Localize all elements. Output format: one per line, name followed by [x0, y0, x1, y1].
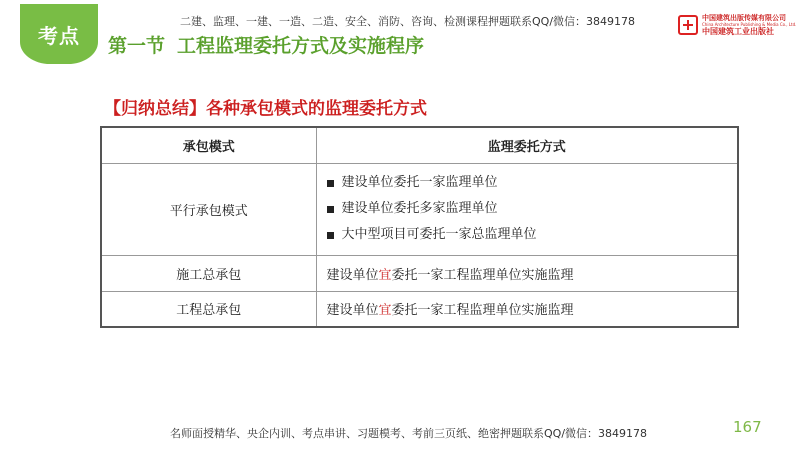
publisher-logo: [678, 12, 797, 38]
method-text-post: 委托一家工程监理单位实施监理: [391, 267, 574, 283]
topic-badge-label: 考点: [38, 23, 80, 48]
method-text-pre: 建设单位: [326, 303, 379, 319]
summary-heading: [104, 94, 427, 119]
table-header-row: [101, 127, 738, 163]
table-row: [101, 291, 738, 327]
publisher-logo-text: [702, 15, 796, 36]
footer-text: 名师面授精华、央企内训、考点串讲、习题模考、考前三页纸、绝密押题联系QQ/微信：3849178: [170, 427, 648, 440]
publisher-name-cn: 中国建筑出版传媒有限公司: [702, 13, 786, 22]
table-row: [101, 163, 738, 255]
list-item: [327, 196, 730, 222]
top-banner-text: 二建、监理、一建、一造、二造、安全、消防、咨询、检测课程押题联系QQ/微信：3849178: [180, 15, 636, 28]
summary-bracket-label: 【归纳总结】: [104, 99, 206, 119]
square-bullet-icon: [327, 232, 334, 239]
section-title: [108, 31, 424, 58]
square-bullet-icon: [327, 206, 334, 213]
method-text-post: 委托一家工程监理单位实施监理: [391, 303, 574, 319]
method-highlight: 宜: [378, 303, 392, 319]
topic-badge: [20, 4, 98, 64]
table-header-mode: 承包模式: [101, 127, 316, 163]
list-item-text: 大中型项目可委托一家总监理单位: [341, 227, 537, 242]
method-highlight: 宜: [378, 267, 392, 283]
table-cell-method: [316, 291, 738, 327]
square-bullet-icon: [327, 180, 334, 187]
table-cell-mode: 工程总承包: [101, 291, 316, 327]
publisher-brand: 中国建筑工业出版社: [702, 26, 774, 36]
table-cell-method: [316, 163, 738, 255]
table-cell-method: [316, 255, 738, 291]
summary-title: 各种承包模式的监理委托方式: [206, 99, 427, 119]
method-text-pre: 建设单位: [326, 267, 379, 283]
list-item: [327, 170, 730, 196]
section-number: 第一节: [108, 35, 166, 57]
publisher-logo-icon: [678, 15, 698, 35]
publisher-name-en: China Architecture Publishing & Media Co., Ltd.: [702, 21, 797, 27]
table-cell-mode: 平行承包模式: [101, 163, 316, 255]
contract-mode-table: [100, 126, 739, 328]
list-item: [327, 222, 730, 248]
page-number: 167: [733, 418, 762, 436]
table-header-method: 监理委托方式: [316, 127, 738, 163]
method-bullet-list: [327, 170, 730, 248]
section-name: 工程监理委托方式及实施程序: [177, 35, 425, 57]
list-item-text: 建设单位委托一家监理单位: [341, 175, 498, 190]
list-item-text: 建设单位委托多家监理单位: [341, 201, 498, 216]
table-row: [101, 255, 738, 291]
table-cell-mode: 施工总承包: [101, 255, 316, 291]
